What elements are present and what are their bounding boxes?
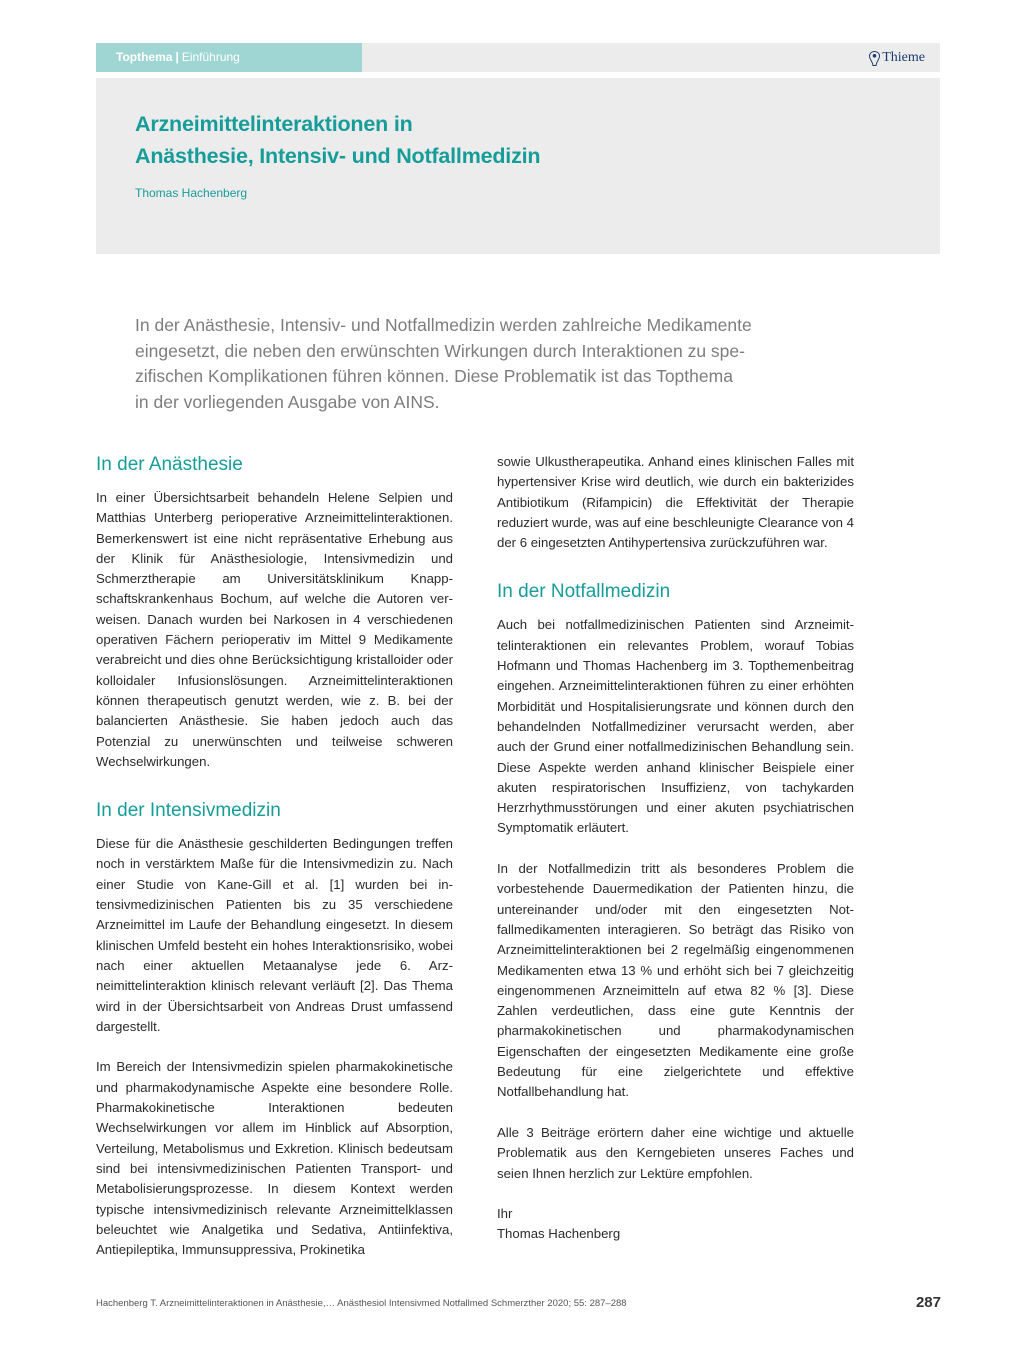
- article-title: [135, 108, 835, 172]
- article-author: Thomas Hachenberg: [135, 186, 248, 200]
- heading-notfallmedizin: In der Notfallmedizin: [497, 581, 671, 603]
- spacer: [497, 839, 854, 859]
- paragraph: Diese für die Anästhesie geschilderten Bedingungen treffen noch in verstärktem Maße für die Intensivmedizin zu. Nach einer Studie von Kane-Gill et al. [1] wurden bei intensivmedizinischen Patienten bis zu 35 verschiedene Arzneimittel im Laufe der Behandlung eingesetzt. In diesem klinischen Umfeld besteht ein hohes Interaktionsrisiko, wobei nach einer aktuellen Metaanalyse jede 6. Arzneimittelinteraktion klinisch relevant verläuft [2]. Das Thema wird in der Übersichtsarbeit von Andreas Drust umfassend dargestellt.: [96, 836, 453, 1034]
- section-tag: [96, 43, 362, 72]
- spacer: [96, 1037, 453, 1057]
- paragraph: Im Bereich der Intensivmedizin spielen pharmakokinetische und pharmakodynamische Aspekte eine besondere Rolle. Pharmakokinetische Interaktionen bedeuten Wechselwirkungen vor allem im Hinblick auf Absorption, Verteilung, Metabolismus und Exkretion. Klinisch bedeutsam sind bei intensivmedizinischen Patienten Transport- und Metabolisierungsprozesse. In diesem Kontext werden typische intensivmedizinisch relevante Arzneimittelklassen beleuchtet wie Analgetika und Sedativa, Antiinfektiva, Antiepileptika, Immunsuppressiva, Prokinetika: [96, 1059, 453, 1258]
- lead-paragraph: [135, 313, 795, 415]
- lead-line: zifischen Komplikationen führen können. Diese Problematik ist das Topthema: [135, 366, 733, 386]
- title-line: Anästhesie, Intensiv- und Notfallmedizin: [135, 144, 541, 168]
- paragraph: Auch bei notfallmedizinischen Patienten sind Arzneimittelinteraktionen ein relevantes Problem, worauf Tobias Hofmann und Thomas Hachenberg im 3. Topthemenbeitrag eingehen. Arzneimittelinteraktionen führen zu einer erhöhten Morbidität und Hospitalisierungsrate und können durch den behandelnden Notfallmediziner verursacht werden, aber auch der Grund einer notfallmedizinischen Behandlung sein. Diese Aspekte werden anhand klinischer Beispiele einer akuten respiratorischen Insuffizienz, von tachykarden Herzrhythmusstörungen und einer akuten psychiatrischen Symptomatik erläutert.: [497, 617, 854, 836]
- left-column: [96, 452, 453, 1260]
- closing: Ihr: [497, 1206, 513, 1222]
- spacer: [497, 553, 854, 579]
- lead-line: eingesetzt, die neben den erwünschten Wirkungen durch Interaktionen zu spe-: [135, 340, 745, 361]
- right-column: [497, 452, 854, 1245]
- footer-citation: Hachenberg T. Arzneimittelinteraktionen in Anästhesie,… Anästhesiol Intensivmed Notfallmed Schmerzther 2020; 55: 287–288: [96, 1298, 627, 1309]
- section-separator: |: [175, 50, 179, 64]
- section-label: Topthema: [116, 50, 173, 64]
- paragraph: sowie Ulkustherapeutika. Anhand eines klinischen Falles mit hypertensiver Krise wird deutlich, wie durch ein bakterizides Antibiotikum (Rifampicin) die Effektivität der Therapie reduziert wurde, was auf eine beschleunigte Clearance von 4 der 6 eingesetzten Antihypertensiva zurückzuführen war.: [497, 454, 855, 551]
- title-line: Arzneimittelinteraktionen in: [135, 112, 413, 136]
- spacer: [497, 1184, 854, 1204]
- page-number: 287: [915, 1294, 941, 1311]
- signature: Thomas Hachenberg: [497, 1226, 621, 1242]
- spacer: [96, 772, 453, 798]
- subsection-label: Einführung: [181, 50, 240, 64]
- paragraph: Alle 3 Beiträge erörtern daher eine wichtige und aktuelle Problematik aus den Kerngebieten unseres Faches und seien Ihnen herzlich zur Lektüre empfohlen.: [497, 1124, 854, 1181]
- spacer: [497, 1103, 854, 1123]
- lead-line: in der vorliegenden Ausgabe von AINS.: [135, 391, 440, 412]
- publisher-logo: [869, 50, 925, 66]
- heading-intensivmedizin: In der Intensivmedizin: [96, 800, 281, 822]
- heading-anaesthesie: In der Anästhesie: [96, 454, 243, 475]
- thieme-emblem-icon: [869, 51, 880, 66]
- publisher-name: Thieme: [882, 50, 925, 65]
- paragraph: In der Notfallmedizin tritt als besonderes Problem die vorbestehende Dauermedikation der Patienten hinzu, die untereinander und/oder mit den eingesetzten Notfallmedikamenten interagieren. So beträgt das Risiko von Arzneimittelinteraktionen bei 2 regelmäßig eingenommenen Medikamenten etwa 13 % und erhöht sich bei 7 gleichzeitig eingenommenen Arzneimitteln auf etwa 82 % [3]. Diese Zahlen verdeutlichen, dass eine gute Kenntnis der pharmakokinetischen und pharmakodynamischen Eigenschaften der eingesetzten Medikamente eine große Bedeutung für eine zielgerichtete und effektive Notfallbehandlung hat.: [497, 861, 854, 1100]
- lead-line: In der Anästhesie, Intensiv- und Notfallmedizin werden zahlreiche Medikamente: [135, 315, 752, 335]
- paragraph: In einer Übersichtsarbeit behandeln Helene Selpien und Matthias Unterberg perioperative Arzneimittelinteraktionen. Bemerkenswert ist eine nicht repräsentative Erhebung aus der Klinik für Anästhesiologie, Intensivmedizin und Schmerztherapie am Universitätsklinikum Knappschaftskrankenhaus Bochum, auf welche die Autoren verweisen. Danach wurden bei Narkosen in 4 verschiedenen operativen Fächern perioperativ im Mittel 9 Medikamente verabreicht und dies ohne Berücksichtigung kristalloider oder kolloidaler Infusionslösungen. Arzneimittelinteraktionen können therapeutisch genutzt werden, wie z. B. bei der balancierten Anästhesie. Sie haben jedoch auch das Potenzial zu unerwünschten und teilweise schweren Wechselwirkungen.: [96, 490, 453, 769]
